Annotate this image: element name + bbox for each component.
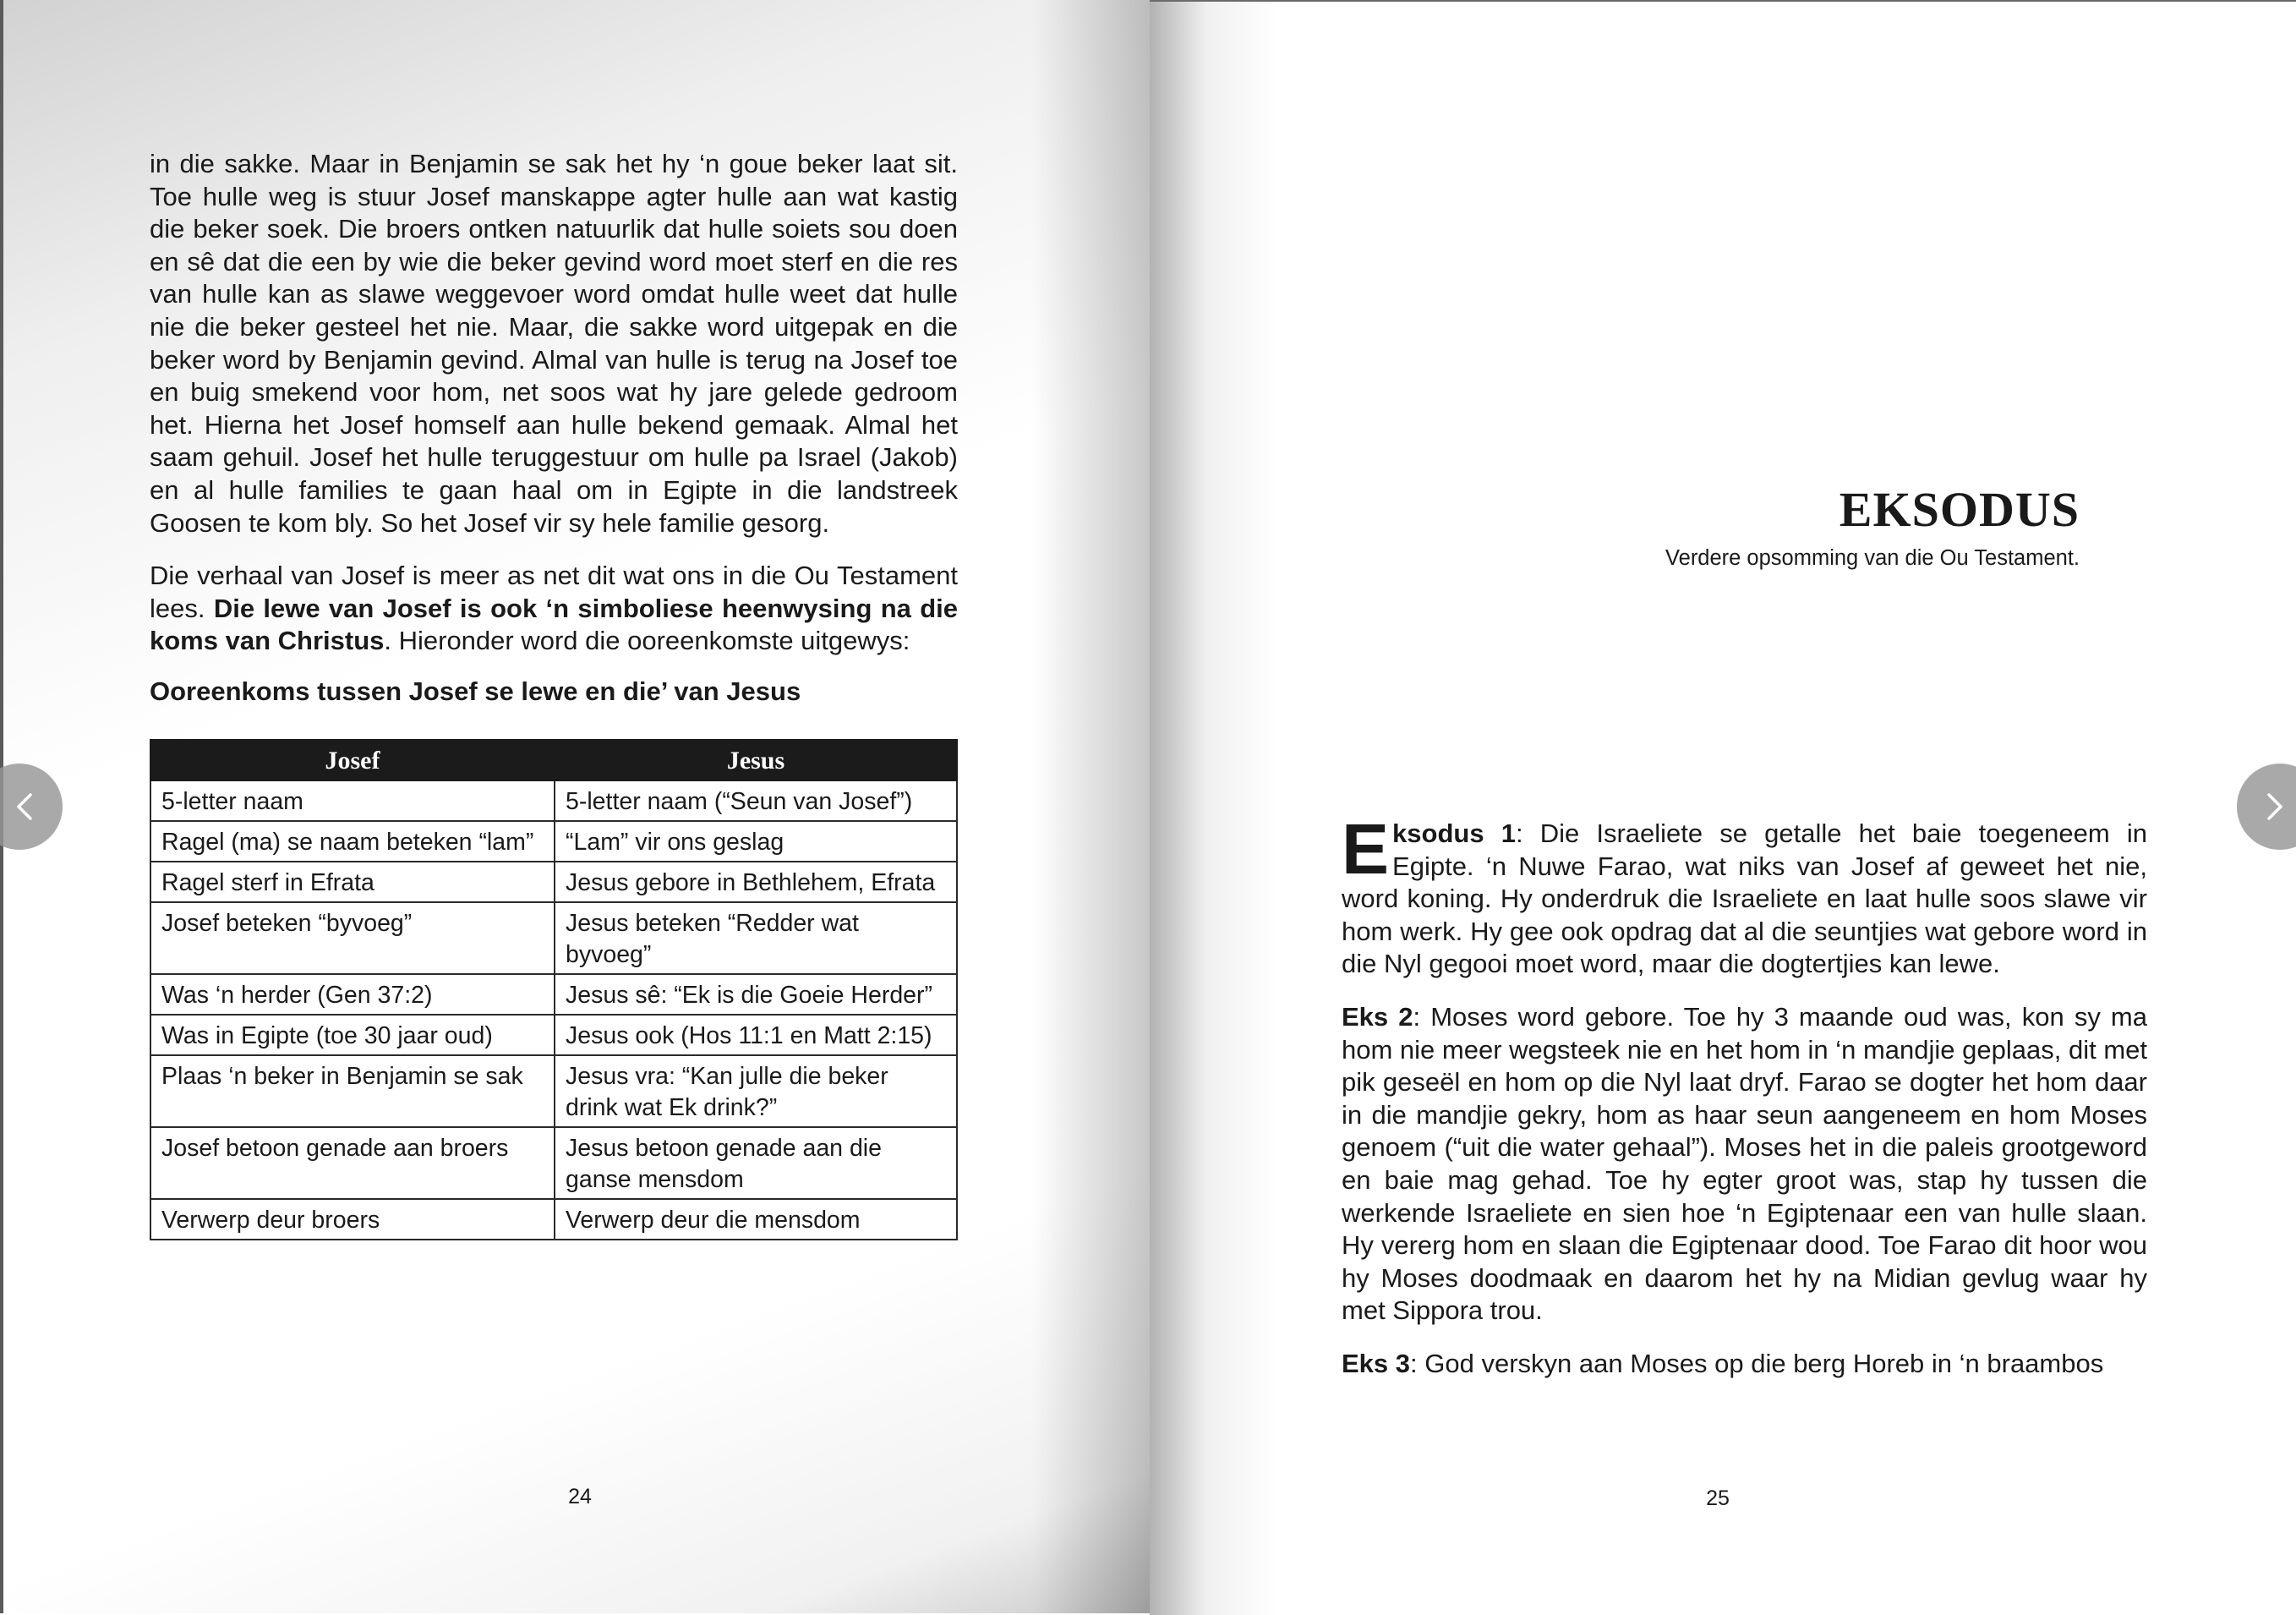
page-number-right: 25 bbox=[1706, 1486, 1730, 1510]
exodus-3-paragraph bbox=[1342, 1348, 2147, 1381]
column-header-josef: Josef bbox=[150, 740, 555, 780]
chevron-left-icon bbox=[8, 791, 39, 822]
chapter-title: EKSODUS bbox=[1839, 482, 2080, 537]
table-cell-josef: Plaas ‘n beker in Benjamin se sak bbox=[150, 1055, 555, 1127]
table-cell-jesus: Jesus ook (Hos 11:1 en Matt 2:15) bbox=[555, 1015, 957, 1055]
josef-story-paragraph: in die sakke. Maar in Benjamin se sak het hy ‘n goue beker laat sit. Toe hulle weg is stuur Josef manskappe agter hulle aan wat kastig die beker soek. Die broers ontken natuurlik dat hulle soiets sou doen en sê dat die een by wie die beker gevind word moet sterf en die res van hulle kan as slawe weggevoer word omdat hulle weet dat hulle nie die beker gesteel het nie. Maar, die sakke word uitgepak en die beker word by Benjamin gevind. Almal van hulle is terug na Josef toe en buig smekend voor hom, net soos wat hy jare gelede gedroom het. Hierna het Josef homself aan hulle bekend gemaak. Almal het saam gehuil. Josef het hulle teruggestuur om hulle pa Israel (Jakob) en al hulle families te gaan haal om in Egipte in die landstreek Goosen te kom bly. So het Josef vir sy hele familie gesorg. bbox=[150, 149, 958, 538]
symbolism-paragraph bbox=[150, 560, 958, 658]
chapter-subtitle: Verdere opsomming van die Ou Testament. bbox=[1665, 546, 2080, 570]
table-cell-josef: Was in Egipte (toe 30 jaar oud) bbox=[150, 1015, 555, 1055]
table-cell-josef: Verwerp deur broers bbox=[150, 1199, 555, 1240]
exodus-3-label: Eks 3 bbox=[1342, 1348, 1411, 1378]
table-row bbox=[150, 780, 957, 821]
table-row bbox=[150, 821, 957, 862]
drop-cap: E bbox=[1342, 809, 1390, 889]
table-cell-jesus: Jesus sê: “Ek is die Goeie Herder” bbox=[555, 974, 957, 1015]
table-row bbox=[150, 1055, 957, 1127]
exodus-1-label: ksodus 1 bbox=[1392, 818, 1516, 848]
table-row bbox=[150, 974, 957, 1015]
table-row bbox=[150, 1199, 957, 1240]
exodus-3-text: : God verskyn aan Moses op die berg Horeb in ‘n braambos bbox=[1410, 1348, 2104, 1378]
table-row bbox=[150, 1127, 957, 1199]
table-header-row bbox=[150, 740, 957, 780]
column-header-jesus: Jesus bbox=[555, 740, 957, 780]
table-cell-josef: 5-letter naam bbox=[150, 780, 555, 821]
page-number-left: 24 bbox=[568, 1485, 592, 1508]
right-page-text bbox=[1342, 809, 2147, 1401]
table-cell-josef: Josef betoon genade aan broers bbox=[150, 1127, 555, 1199]
table-cell-jesus: Verwerp deur die mensdom bbox=[555, 1199, 957, 1240]
table-row bbox=[150, 862, 957, 902]
exodus-2-text: : Moses word gebore. Toe hy 3 maande oud was, kon sy ma hom nie meer wegsteek nie en het hom in ‘n mandjie geplaas, dit met pik geseël en hom op die Nyl laat dryf. Farao se dogter het hom daar in die mandjie gekry, hom as haar seun aangeneem en hom Moses genoem (“uit die water gehaal”). Moses het in die paleis grootgeword en baie mag gehad. Toe hy egter groot was, stap hy tussen die werkende Israeliete en sien hoe ‘n Egiptenaar een van hulle slaan. Hy vererg hom en slaan die Egiptenaar dood. Toe Farao dit hoor wou hy Moses doodmaak en daarom het hy na Midian gevlug waar hy met Sippora trou. bbox=[1342, 1001, 2147, 1326]
table-cell-josef: Josef beteken “byvoeg” bbox=[150, 902, 555, 974]
comparison-table bbox=[150, 739, 958, 1240]
symbolism-outro: . Hieronder word die ooreenkomste uitgewys: bbox=[384, 626, 910, 656]
table-row bbox=[150, 1015, 957, 1055]
table-cell-josef: Ragel (ma) se naam beteken “lam” bbox=[150, 821, 555, 862]
table-cell-jesus: Jesus betoon genade aan die ganse mensdom bbox=[555, 1127, 957, 1199]
table-heading: Ooreenkoms tussen Josef se lewe en die’ van Jesus bbox=[150, 676, 801, 706]
table-cell-josef: Was ‘n herder (Gen 37:2) bbox=[150, 974, 555, 1015]
table-cell-josef: Ragel sterf in Efrata bbox=[150, 862, 555, 902]
exodus-2-paragraph bbox=[1342, 1001, 2147, 1328]
exodus-1-paragraph bbox=[1342, 809, 2147, 981]
exodus-2-label: Eks 2 bbox=[1342, 1001, 1413, 1032]
right-page bbox=[1150, 0, 2296, 1615]
table-cell-jesus: Jesus beteken “Redder wat byvoeg” bbox=[555, 902, 957, 974]
table-cell-jesus: 5-letter naam (“Seun van Josef”) bbox=[555, 780, 957, 821]
symbolism-intro: Die verhaal van Josef is meer as net dit wat ons in die Ou Testament lees. bbox=[150, 561, 958, 623]
table-cell-jesus: “Lam” vir ons geslag bbox=[555, 821, 957, 862]
table-cell-jesus: Jesus gebore in Bethlehem, Efrata bbox=[555, 862, 957, 902]
exodus-1-text: : Die Israeliete se getalle het baie toegeneem in Egipte. ‘n Nuwe Farao, wat niks van Josef af geweet het nie, word koning. Hy onderdruk die Israeliete en laat hulle soos slawe vir hom werk. Hy gee ook opdrag dat al die seuntjies wat gebore word in die Nyl gegooi moet word, maar die dogtertjies kan lewe. bbox=[1342, 818, 2147, 979]
table-row bbox=[150, 902, 957, 974]
symbolism-emphasis: Die lewe van Josef is ook ‘n simboliese heenwysing na die koms van Christus bbox=[150, 593, 958, 656]
left-page-text bbox=[150, 148, 958, 678]
table-cell-jesus: Jesus vra: “Kan julle die beker drink wat Ek drink?” bbox=[555, 1055, 957, 1127]
chevron-right-icon bbox=[2260, 791, 2291, 822]
